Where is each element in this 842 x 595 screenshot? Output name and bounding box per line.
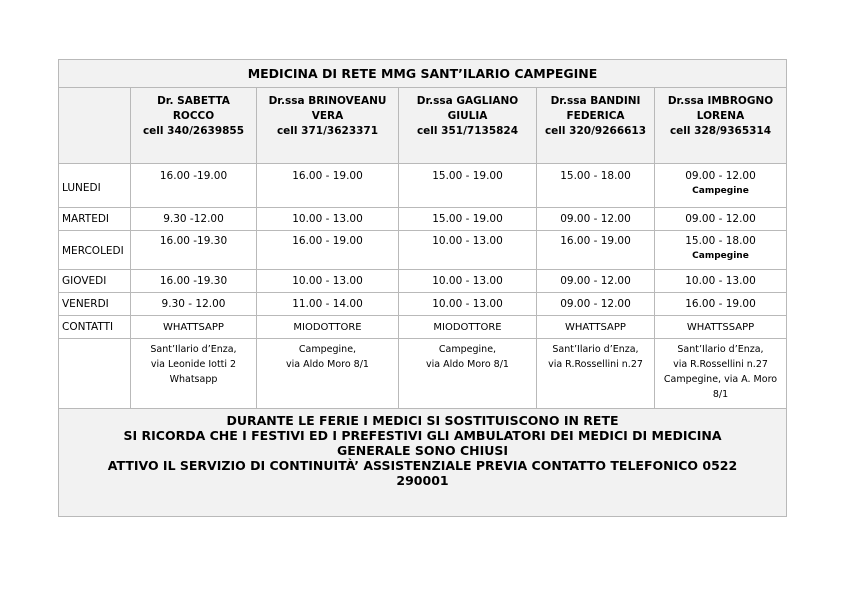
footer-line: 290001 (396, 473, 449, 488)
address-line: Whatsapp (169, 374, 218, 385)
day-row-giovedi (59, 270, 787, 293)
footer-row (59, 409, 787, 517)
footer-line: GENERALE SONO CHIUSI (336, 443, 509, 458)
hours-cell: 10.00 - 13.00 (655, 270, 787, 293)
hours-cell: 09.00 - 12.00 (655, 208, 787, 231)
hours-cell (131, 164, 257, 208)
doctor-phone: cell 320/9266613 (544, 125, 647, 137)
contact-method: MIODOTTORE (257, 316, 399, 339)
address-cell (537, 339, 655, 409)
address-line: via R.Rossellini n.27 (673, 359, 768, 370)
address-cell (257, 339, 399, 409)
address-line: Sant’Ilario d’Enza, (150, 344, 237, 355)
doctor-phone: cell 328/9365314 (669, 125, 772, 137)
hours-value: 09.00 - 12.00 (685, 170, 756, 182)
addresses-label (59, 339, 131, 409)
hours-cell: 10.00 - 13.00 (399, 293, 537, 316)
hours-value: 10.00 - 13.00 (432, 235, 503, 247)
address-cell (655, 339, 787, 409)
hours-cell (399, 231, 537, 270)
address-line: Sant’Ilario d’Enza, (677, 344, 764, 355)
hours-cell (257, 231, 399, 270)
address-line: Campegine, via A. Moro (663, 374, 778, 385)
day-label: GIOVEDI (59, 270, 131, 293)
hours-cell (399, 164, 537, 208)
footer-line: DURANTE LE FERIE I MEDICI SI SOSTITUISCONO IN RETE (226, 413, 619, 428)
hours-value: 16.00 - 19.00 (292, 235, 363, 247)
doctor-name: Dr.ssa IMBROGNO (667, 95, 774, 107)
footer-line: SI RICORDA CHE I FESTIVI ED I PREFESTIVI GLI AMBULATORI DEI MEDICI DI MEDICINA (123, 428, 722, 443)
contacts-label: CONTATTI (59, 316, 131, 339)
doctor-phone: cell 340/2639855 (142, 125, 245, 137)
hours-value: 15.00 - 18.00 (560, 170, 631, 182)
hours-cell: 09.00 - 12.00 (537, 270, 655, 293)
day-row-mercoledi (59, 231, 787, 270)
address-line: Campegine, (438, 344, 497, 355)
hours-cell: 16.00 -19.30 (131, 270, 257, 293)
hours-cell: 10.00 - 13.00 (257, 270, 399, 293)
hours-cell: 10.00 - 13.00 (257, 208, 399, 231)
hours-cell: 09.00 - 12.00 (537, 293, 655, 316)
doctor-surname: VERA (311, 110, 344, 122)
day-row-lunedi (59, 164, 787, 208)
contact-method: WHATTSAPP (537, 316, 655, 339)
hours-cell: 11.00 - 14.00 (257, 293, 399, 316)
address-cell (131, 339, 257, 409)
doctor-header (131, 88, 257, 164)
header-corner (59, 88, 131, 164)
hours-cell: 10.00 - 13.00 (399, 270, 537, 293)
contact-method: MIODOTTORE (399, 316, 537, 339)
doctor-name: Dr.ssa BRINOVEANU (268, 95, 387, 107)
doctor-header (537, 88, 655, 164)
location-note: Campegine (692, 251, 749, 261)
day-label: MERCOLEDI (59, 231, 131, 270)
contact-method: WHATTSSAPP (655, 316, 787, 339)
address-line: via Aldo Moro 8/1 (286, 359, 369, 370)
address-cell (399, 339, 537, 409)
address-line: via R.Rossellini n.27 (548, 359, 643, 370)
hours-value: 15.00 - 19.00 (432, 170, 503, 182)
doctor-name: Dr.ssa BANDINI (550, 95, 641, 107)
contact-method: WHATTSAPP (131, 316, 257, 339)
hours-value: 15.00 - 18.00 (685, 235, 756, 247)
hours-cell: 9.30 -12.00 (131, 208, 257, 231)
addresses-row (59, 339, 787, 409)
footer-notice (59, 409, 787, 517)
hours-value: 16.00 -19.00 (159, 170, 228, 182)
doctor-surname: ROCCO (172, 110, 215, 122)
day-label: VENERDI (59, 293, 131, 316)
doctor-phone: cell 371/3623371 (276, 125, 379, 137)
doctor-name: Dr. SABETTA (157, 95, 230, 107)
address-line: Campegine, (298, 344, 357, 355)
address-line: 8/1 (712, 389, 729, 400)
doctor-surname: GIULIA (447, 110, 488, 122)
footer-line: ATTIVO IL SERVIZIO DI CONTINUITÀ’ ASSISTENZIALE PREVIA CONTATTO TELEFONICO 0522 (107, 458, 738, 473)
day-row-venerdi (59, 293, 787, 316)
hours-cell (537, 164, 655, 208)
day-row-martedi (59, 208, 787, 231)
doctor-surname: LORENA (696, 110, 745, 122)
doctor-surname: FEDERICA (566, 110, 625, 122)
address-line: Sant’Ilario d’Enza, (552, 344, 639, 355)
doctors-header-row (59, 88, 787, 164)
hours-cell: 09.00 - 12.00 (537, 208, 655, 231)
day-label: MARTEDI (59, 208, 131, 231)
hours-cell: 15.00 - 19.00 (399, 208, 537, 231)
doctor-header (257, 88, 399, 164)
doctor-header (399, 88, 537, 164)
page-title: MEDICINA DI RETE MMG SANT’ILARIO CAMPEGINE (59, 60, 787, 88)
hours-cell (537, 231, 655, 270)
hours-value: 16.00 -19.30 (159, 235, 228, 247)
location-note: Campegine (692, 186, 749, 196)
hours-cell (655, 164, 787, 208)
hours-cell: 9.30 - 12.00 (131, 293, 257, 316)
hours-value: 16.00 - 19.00 (560, 235, 631, 247)
hours-cell: 16.00 - 19.00 (655, 293, 787, 316)
day-label: LUNEDI (59, 164, 131, 208)
hours-cell (131, 231, 257, 270)
hours-cell (655, 231, 787, 270)
doctor-header (655, 88, 787, 164)
hours-cell (257, 164, 399, 208)
address-line: via Leonide Iotti 2 (150, 359, 237, 370)
doctor-name: Dr.ssa GAGLIANO (416, 95, 519, 107)
contacts-row (59, 316, 787, 339)
address-line: via Aldo Moro 8/1 (426, 359, 509, 370)
hours-value: 16.00 - 19.00 (292, 170, 363, 182)
schedule-table (58, 59, 787, 517)
doctor-phone: cell 351/7135824 (416, 125, 519, 137)
